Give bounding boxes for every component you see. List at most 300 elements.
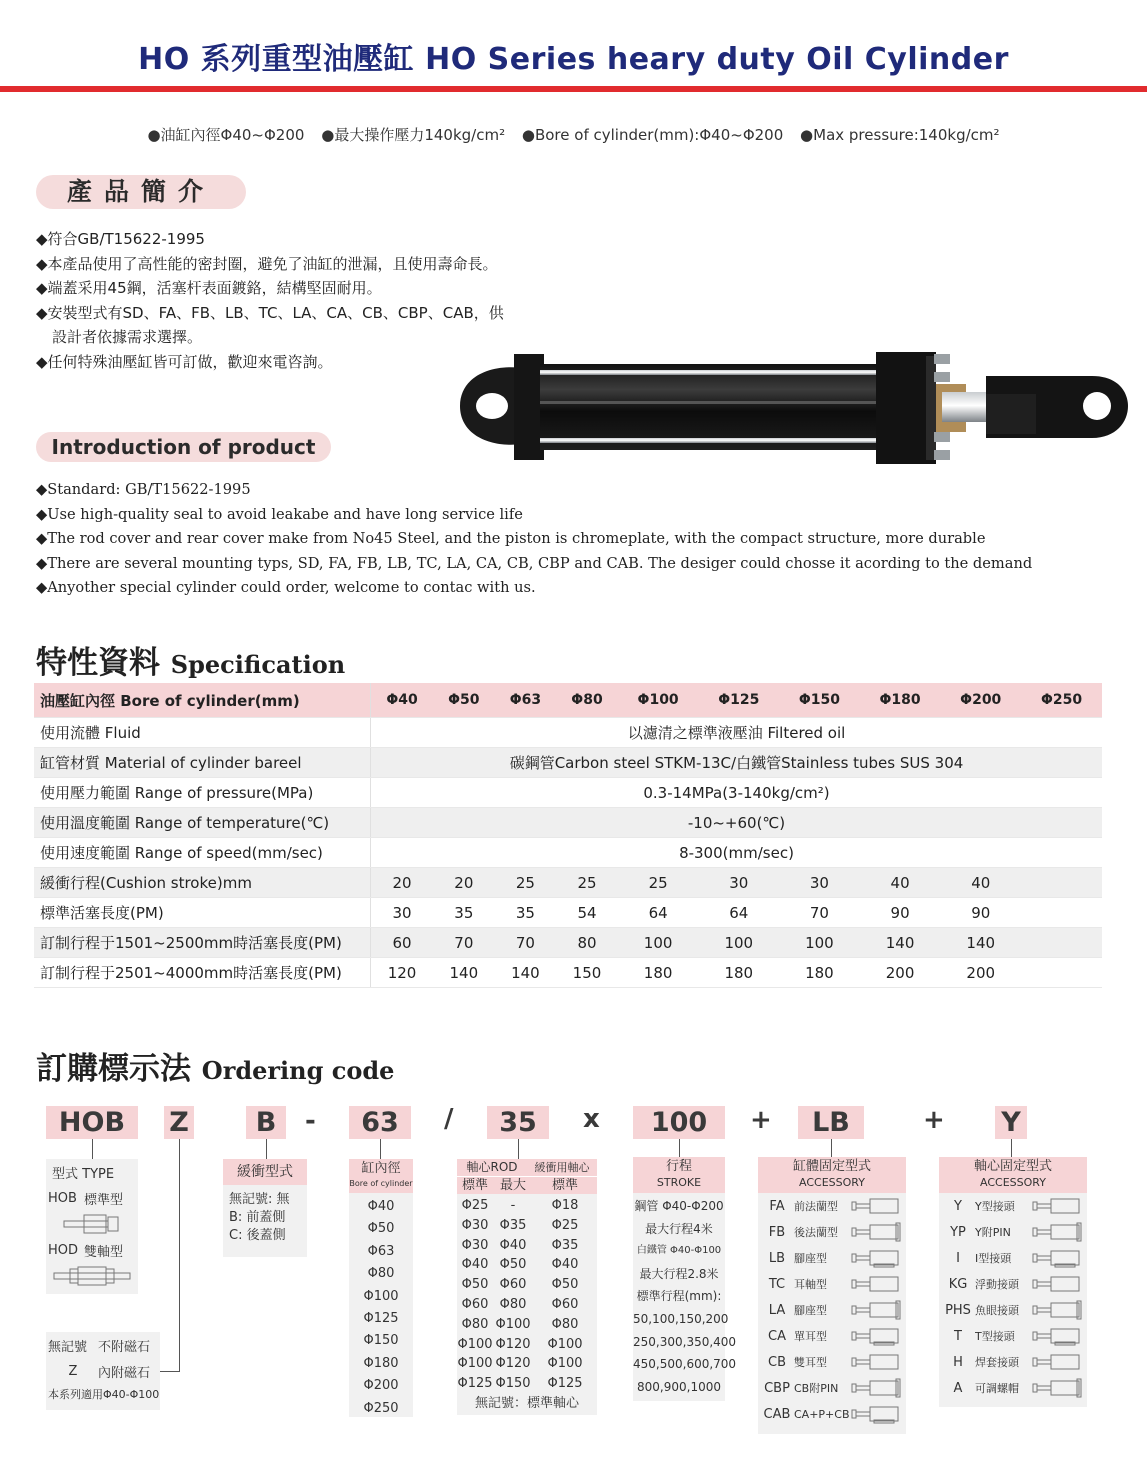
spec-heading	[36, 637, 345, 682]
bore-header: Φ200	[940, 683, 1021, 718]
accessory-diagram-icon	[1031, 1274, 1085, 1294]
type-code: HOD	[48, 1242, 79, 1258]
value-cell: 25	[495, 868, 557, 898]
connector-line	[266, 1139, 267, 1159]
cushion-option: B: 前蓋側	[229, 1210, 286, 1225]
mount-diagram-icon	[850, 1300, 904, 1320]
value-cell: 70	[495, 928, 557, 958]
accessory-box	[939, 1157, 1087, 1407]
rod-cell: Φ100	[457, 1356, 493, 1372]
mount-item	[758, 1297, 906, 1323]
row-label: 緩衝行程(Cushion stroke)mm	[34, 868, 371, 898]
value-cell: 180	[618, 958, 699, 988]
value-cell: 70	[433, 928, 495, 958]
rod-cell: Φ120	[495, 1336, 531, 1352]
type-item	[46, 1185, 138, 1211]
accessory-diagram-icon	[1031, 1300, 1085, 1320]
value-cell: 180	[779, 958, 860, 988]
stroke-title: 行程	[665, 1159, 692, 1174]
accessory-subtitle: ACCESSORY	[980, 1176, 1046, 1189]
value-cell: 200	[940, 958, 1021, 988]
value-cell	[1021, 928, 1102, 958]
list-item: Φ150	[363, 1333, 399, 1349]
accessory-name: 可調螺帽	[975, 1382, 1019, 1395]
rod-cell: Φ150	[495, 1376, 531, 1392]
stroke-box	[633, 1157, 737, 1401]
spec-table	[34, 683, 1102, 988]
bore-list	[349, 1193, 413, 1420]
row-label: 標準活塞長度(PM)	[34, 898, 371, 928]
magnet-item	[46, 1332, 160, 1358]
mount-box	[758, 1157, 906, 1434]
connector-line	[179, 1139, 180, 1371]
value-cell: 35	[495, 898, 557, 928]
mount-header	[758, 1157, 906, 1193]
accessory-list	[939, 1193, 1087, 1401]
accessory-title: 軸心固定型式	[973, 1159, 1052, 1174]
mount-name: 雙耳型	[794, 1356, 827, 1369]
list-item: 白鐵管 Φ40-Φ100	[636, 1245, 722, 1257]
stroke-list	[633, 1193, 737, 1398]
rod-cell: Φ100	[547, 1336, 583, 1352]
table-row	[34, 778, 1102, 808]
rod-box	[457, 1159, 597, 1415]
rod-row	[457, 1236, 597, 1256]
intro-zh-list	[36, 227, 504, 375]
code-cushion: B	[246, 1106, 286, 1139]
list-item: Φ125	[363, 1311, 399, 1327]
rod-cell: Φ40	[551, 1257, 579, 1273]
rod-row	[457, 1354, 597, 1374]
rod-row	[457, 1275, 597, 1295]
list-item: ◆符合GB/T15622-1995	[36, 230, 205, 248]
accessory-name: I型接頭	[975, 1252, 1012, 1265]
row-label: 使用流體 Fluid	[34, 718, 371, 748]
type-name: 標準型	[84, 1192, 124, 1208]
rod-header-label: 軸心ROD	[466, 1160, 518, 1174]
accessory-code: PHS	[945, 1302, 971, 1318]
bore-header: Φ50	[433, 683, 495, 718]
value-cell: 100	[618, 928, 699, 958]
connector-line	[518, 1139, 519, 1159]
stroke-subtitle: STROKE	[656, 1176, 702, 1189]
list-item: ◆本產品使用了高性能的密封圈，避免了油缸的泄漏，且使用壽命長。	[36, 254, 498, 273]
rod-cell: Φ60	[499, 1277, 527, 1293]
spec-header-label: 油壓缸內徑 Bore of cylinder(mm)	[34, 683, 371, 718]
cushion-options	[223, 1185, 307, 1245]
mount-code: LB	[768, 1250, 786, 1266]
rod-row	[457, 1196, 597, 1216]
accessory-code: YP	[950, 1224, 966, 1240]
value-cell: 200	[860, 958, 941, 988]
code-bore: 63	[349, 1106, 411, 1139]
mount-name: CA+P+CB	[794, 1407, 850, 1421]
value-cell: 90	[940, 898, 1021, 928]
connector-line	[380, 1139, 381, 1159]
feature-pressure-en: ●Max pressure:140kg/cm²	[800, 126, 1000, 144]
feature-strip	[0, 124, 1147, 145]
mount-item	[758, 1193, 906, 1219]
value-cell: 20	[371, 868, 434, 898]
rod-cell: Φ120	[495, 1356, 531, 1372]
rod-cell: Φ60	[461, 1296, 489, 1312]
table-row	[34, 928, 1102, 958]
bore-header: Φ80	[556, 683, 618, 718]
magnet-box	[46, 1332, 160, 1410]
stroke-header	[633, 1157, 725, 1193]
row-label: 訂制行程于1501~2500mm時活塞長度(PM)	[34, 928, 371, 958]
intro-en-list	[36, 478, 1032, 601]
bore-header: Φ100	[618, 683, 699, 718]
separator-slash: /	[444, 1104, 454, 1134]
rod-row	[457, 1315, 597, 1335]
mount-name: 單耳型	[794, 1330, 827, 1343]
mount-item	[758, 1349, 906, 1375]
spec-header-row	[34, 683, 1102, 718]
value-cell: 64	[698, 898, 779, 928]
value-cell: 30	[698, 868, 779, 898]
value-cell: 120	[371, 958, 434, 988]
title-divider	[0, 86, 1147, 92]
cylinder-product-illustration	[452, 346, 1132, 468]
value-cell: 64	[618, 898, 699, 928]
type-code: HOB	[48, 1190, 77, 1206]
rod-std-label: 標準	[461, 1178, 488, 1193]
accessory-diagram-icon	[1031, 1326, 1085, 1346]
list-item: ◆安裝型式有SD、FA、FB、LB、TC、LA、CA、CB、CBP、CAB，供	[36, 303, 504, 322]
table-row	[34, 898, 1102, 928]
table-row	[34, 748, 1102, 778]
double-rod-type-icon	[46, 1263, 138, 1289]
mount-name: 前法蘭型	[794, 1200, 838, 1213]
rod-subheader	[457, 1176, 597, 1194]
value-cell: 25	[556, 868, 618, 898]
accessory-item	[939, 1271, 1087, 1297]
list-item: ◆There are several mounting typs, SD, FA, FB, LB, TC, LA, CA, CB, CBP and CAB. The desiger could chosse it acording to the demand	[36, 554, 1033, 572]
rod-cell: Φ100	[547, 1356, 583, 1372]
rod-cell: Φ125	[457, 1376, 493, 1392]
mount-diagram-icon	[850, 1404, 904, 1424]
value-cell: 20	[433, 868, 495, 898]
separator-plus: +	[923, 1105, 945, 1135]
value-cell	[1021, 958, 1102, 988]
connector-line	[1011, 1139, 1012, 1157]
accessory-code: H	[953, 1354, 963, 1370]
rod-cell: Φ60	[551, 1296, 579, 1312]
magnet-name: 不附磁石	[98, 1339, 151, 1355]
rod-cushion-std-label: 標準	[551, 1178, 578, 1193]
mount-code: LA	[768, 1302, 786, 1318]
rod-cell: Φ35	[499, 1217, 527, 1233]
mount-diagram-icon	[850, 1196, 904, 1216]
accessory-name: 焊套接頭	[975, 1356, 1019, 1369]
rod-max-label: 最大	[499, 1178, 526, 1193]
rod-cell: Φ100	[495, 1316, 531, 1332]
mount-code: CA	[768, 1328, 786, 1344]
separator-dash: -	[305, 1106, 316, 1136]
accessory-diagram-icon	[1031, 1222, 1085, 1242]
magnet-item	[46, 1358, 160, 1384]
row-label: 使用速度範圍 Range of speed(mm/sec)	[34, 838, 371, 868]
separator-plus: +	[750, 1105, 772, 1135]
magnet-note: 本系列適用Φ40-Φ100	[48, 1388, 160, 1401]
accessory-code: A	[953, 1380, 963, 1396]
list-item: 設計者依據需求選擇。	[52, 328, 203, 347]
type-name: 雙軸型	[84, 1244, 124, 1260]
value-cell: 140	[940, 928, 1021, 958]
rod-cell: Φ50	[499, 1257, 527, 1273]
accessory-diagram-icon	[1031, 1248, 1085, 1268]
mount-diagram-icon	[850, 1274, 904, 1294]
bore-title: 缸內徑	[361, 1161, 401, 1176]
mount-diagram-icon	[850, 1222, 904, 1242]
value-cell: 30	[371, 898, 434, 928]
list-item: ◆Standard: GB/T15622-1995	[36, 481, 251, 498]
feature-pressure-zh: ●最大操作壓力140kg/cm²	[321, 126, 506, 144]
value-cell: 40	[860, 868, 941, 898]
accessory-item	[939, 1349, 1087, 1375]
mount-name: 耳軸型	[794, 1278, 827, 1291]
mount-code: TC	[768, 1276, 786, 1292]
accessory-item	[939, 1193, 1087, 1219]
accessory-code: T	[954, 1328, 962, 1344]
mount-code: FB	[768, 1224, 786, 1240]
list-item: 最大行程2.8米	[639, 1266, 719, 1281]
accessory-item	[939, 1375, 1087, 1401]
code-magnet: Z	[164, 1106, 194, 1139]
code-stroke: 100	[633, 1106, 725, 1139]
row-value: 8-300(mm/sec)	[371, 838, 1103, 868]
standard-type-icon	[46, 1211, 138, 1237]
list-item: 最大行程4米	[645, 1221, 713, 1236]
code-mount: LB	[798, 1106, 864, 1139]
type-header: 型式 TYPE	[52, 1166, 115, 1182]
mount-diagram-icon	[850, 1378, 904, 1398]
row-value: -10~+60(℃)	[371, 808, 1103, 838]
rod-cell: Φ40	[499, 1237, 527, 1253]
list-item: 標準行程(mm):	[636, 1289, 722, 1304]
rod-cell: -	[510, 1198, 516, 1213]
list-item: Φ100	[363, 1288, 399, 1304]
accessory-code: KG	[948, 1276, 968, 1292]
cushion-header: 緩衝型式	[223, 1159, 307, 1185]
accessory-diagram-icon	[1031, 1352, 1085, 1372]
accessory-name: 魚眼接頭	[975, 1304, 1019, 1317]
value-cell: 80	[556, 928, 618, 958]
value-cell: 35	[433, 898, 495, 928]
connector-line	[831, 1139, 832, 1157]
mount-subtitle: ACCESSORY	[799, 1176, 865, 1189]
mount-diagram-icon	[850, 1326, 904, 1346]
bore-header: Φ63	[495, 683, 557, 718]
list-item: ◆任何特殊油壓缸皆可訂做，歡迎來電咨詢。	[36, 352, 333, 371]
mount-code: CB	[768, 1354, 786, 1370]
ordering-heading	[36, 1043, 394, 1088]
code-accessory: Y	[995, 1106, 1027, 1139]
mount-item	[758, 1401, 906, 1427]
accessory-item	[939, 1297, 1087, 1323]
value-cell: 100	[698, 928, 779, 958]
rod-cell: Φ25	[551, 1217, 579, 1233]
row-label: 缸管材質 Material of cylinder bareel	[34, 748, 371, 778]
row-value: 以濾清之標準液壓油 Filtered oil	[371, 718, 1103, 748]
list-item: ◆The rod cover and rear cover make from No45 Steel, and the piston is chromeplate, with the compact structure, more durable	[36, 530, 986, 548]
mount-code: CBP	[764, 1380, 790, 1396]
list-item: 250,300,350,400	[633, 1334, 737, 1349]
list-item: Φ63	[367, 1243, 395, 1259]
bore-header: Φ40	[371, 683, 434, 718]
value-cell: 140	[495, 958, 557, 988]
mount-title: 缸體固定型式	[792, 1159, 871, 1174]
rod-note: 無記號：標準軸心	[474, 1395, 579, 1411]
accessory-name: T型接頭	[975, 1330, 1015, 1343]
accessory-item	[939, 1219, 1087, 1245]
mount-name: 後法蘭型	[794, 1226, 838, 1239]
table-row	[34, 808, 1102, 838]
bore-header: Φ250	[1021, 683, 1102, 718]
feature-bore-en: ●Bore of cylinder(mm):Φ40~Φ200	[521, 126, 784, 144]
value-cell: 70	[779, 898, 860, 928]
rod-cell: Φ100	[457, 1336, 493, 1352]
list-item: ◆Use high-quality seal to avoid leakabe and have long service life	[36, 505, 523, 523]
cushion-box	[223, 1159, 307, 1257]
connector-line	[92, 1139, 93, 1159]
list-item: Φ80	[367, 1266, 395, 1282]
table-row	[34, 868, 1102, 898]
row-label: 使用溫度範圍 Range of temperature(℃)	[34, 808, 371, 838]
value-cell: 100	[779, 928, 860, 958]
rod-cell: Φ80	[551, 1316, 579, 1332]
spec-heading-en: Specification	[170, 650, 346, 679]
accessory-name: Y型接頭	[975, 1200, 1015, 1213]
accessory-diagram-icon	[1031, 1196, 1085, 1216]
mount-diagram-icon	[850, 1352, 904, 1372]
list-item: 50,100,150,200	[633, 1311, 729, 1326]
mount-name: CB附PIN	[794, 1382, 839, 1395]
value-cell: 40	[940, 868, 1021, 898]
bore-header: Φ150	[779, 683, 860, 718]
ordering-heading-zh: 訂購標示法	[36, 1051, 191, 1087]
bore-header	[349, 1159, 413, 1193]
table-row	[34, 838, 1102, 868]
mount-code: FA	[769, 1198, 785, 1214]
intro-zh-heading: 產品簡介	[36, 175, 246, 209]
code-rod: 35	[487, 1106, 549, 1139]
rod-row	[457, 1335, 597, 1355]
bore-header: Φ180	[860, 683, 941, 718]
accessory-code: I	[956, 1250, 960, 1266]
mount-name: 腳座型	[794, 1252, 827, 1265]
rod-cell: Φ125	[547, 1376, 583, 1392]
connector-line	[679, 1139, 680, 1157]
cushion-option: C: 後蓋側	[229, 1228, 286, 1243]
intro-en-heading: Introduction of product	[36, 432, 331, 462]
rod-row	[457, 1374, 597, 1394]
row-value: 0.3-14MPa(3-140kg/cm²)	[371, 778, 1103, 808]
accessory-name: 浮動接頭	[975, 1278, 1019, 1291]
value-cell: 90	[860, 898, 941, 928]
rod-list	[457, 1194, 597, 1394]
rod-cell: Φ18	[551, 1198, 579, 1213]
bore-box	[349, 1159, 413, 1417]
mount-item	[758, 1375, 906, 1401]
list-item: Φ50	[367, 1221, 395, 1237]
row-label: 訂制行程于2501~4000mm時活塞長度(PM)	[34, 958, 371, 988]
list-item: ◆Anyother special cylinder could order, welcome to contac with us.	[36, 579, 536, 597]
bore-subtitle: Bore of cylinder	[349, 1179, 413, 1188]
rod-row	[457, 1216, 597, 1236]
accessory-header	[939, 1157, 1087, 1193]
mount-list	[758, 1193, 906, 1427]
mount-diagram-icon	[850, 1248, 904, 1268]
magnet-code: 無記號	[48, 1339, 88, 1355]
mount-item	[758, 1245, 906, 1271]
value-cell: 60	[371, 928, 434, 958]
magnet-code: Z	[68, 1363, 78, 1379]
list-item: Φ180	[363, 1355, 399, 1371]
value-cell: 180	[698, 958, 779, 988]
connector-line	[160, 1371, 180, 1372]
value-cell	[1021, 898, 1102, 928]
list-item: Φ200	[363, 1378, 399, 1394]
mount-item	[758, 1219, 906, 1245]
accessory-diagram-icon	[1031, 1378, 1085, 1398]
list-item: 800,900,1000	[637, 1379, 721, 1394]
rod-cell: Φ35	[551, 1237, 579, 1253]
rod-row	[457, 1255, 597, 1275]
value-cell: 25	[618, 868, 699, 898]
rod-cell: Φ30	[461, 1217, 489, 1233]
accessory-code: Y	[954, 1198, 962, 1214]
rod-cell: Φ50	[461, 1277, 489, 1293]
value-cell	[1021, 868, 1102, 898]
accessory-name: Y附PIN	[975, 1226, 1011, 1239]
bore-header: Φ125	[698, 683, 779, 718]
type-box	[46, 1159, 138, 1294]
accessory-item	[939, 1245, 1087, 1271]
rod-cell: Φ50	[551, 1277, 579, 1293]
list-item: Φ40	[367, 1199, 395, 1214]
table-row	[34, 718, 1102, 748]
accessory-item	[939, 1323, 1087, 1349]
separator-times: x	[583, 1104, 600, 1134]
mount-name: 腳座型	[794, 1304, 827, 1317]
mount-code: CAB	[763, 1406, 791, 1422]
rod-cell: Φ40	[461, 1257, 489, 1273]
value-cell: 140	[433, 958, 495, 988]
type-item	[46, 1237, 138, 1263]
spec-heading-zh: 特性資料	[36, 645, 160, 681]
code-series: HOB	[46, 1106, 138, 1139]
list-item: 450,500,600,700	[633, 1357, 737, 1372]
list-item: Φ250	[363, 1400, 399, 1416]
rod-cushion-label: 緩衝用軸心	[534, 1161, 590, 1174]
rod-header	[457, 1159, 597, 1176]
magnet-name: 內附磁石	[98, 1365, 151, 1381]
list-item: 鋼管 Φ40-Φ200	[634, 1199, 724, 1213]
row-value: 碳鋼管Carbon steel STKM-13C/白鐵管Stainless tubes SUS 304	[371, 748, 1103, 778]
value-cell: 54	[556, 898, 618, 928]
ordering-heading-en: Ordering code	[201, 1056, 395, 1085]
page-title: HO 系列重型油壓缸 HO Series heary duty Oil Cylinder	[138, 42, 1009, 77]
table-row	[34, 958, 1102, 988]
value-cell: 140	[860, 928, 941, 958]
cushion-option: 無記號: 無	[229, 1192, 290, 1207]
list-item: ◆端蓋采用45鋼，活塞杆表面鍍鉻，結構堅固耐用。	[36, 279, 382, 298]
mount-item	[758, 1323, 906, 1349]
rod-cell: Φ30	[461, 1237, 489, 1253]
rod-row	[457, 1295, 597, 1315]
